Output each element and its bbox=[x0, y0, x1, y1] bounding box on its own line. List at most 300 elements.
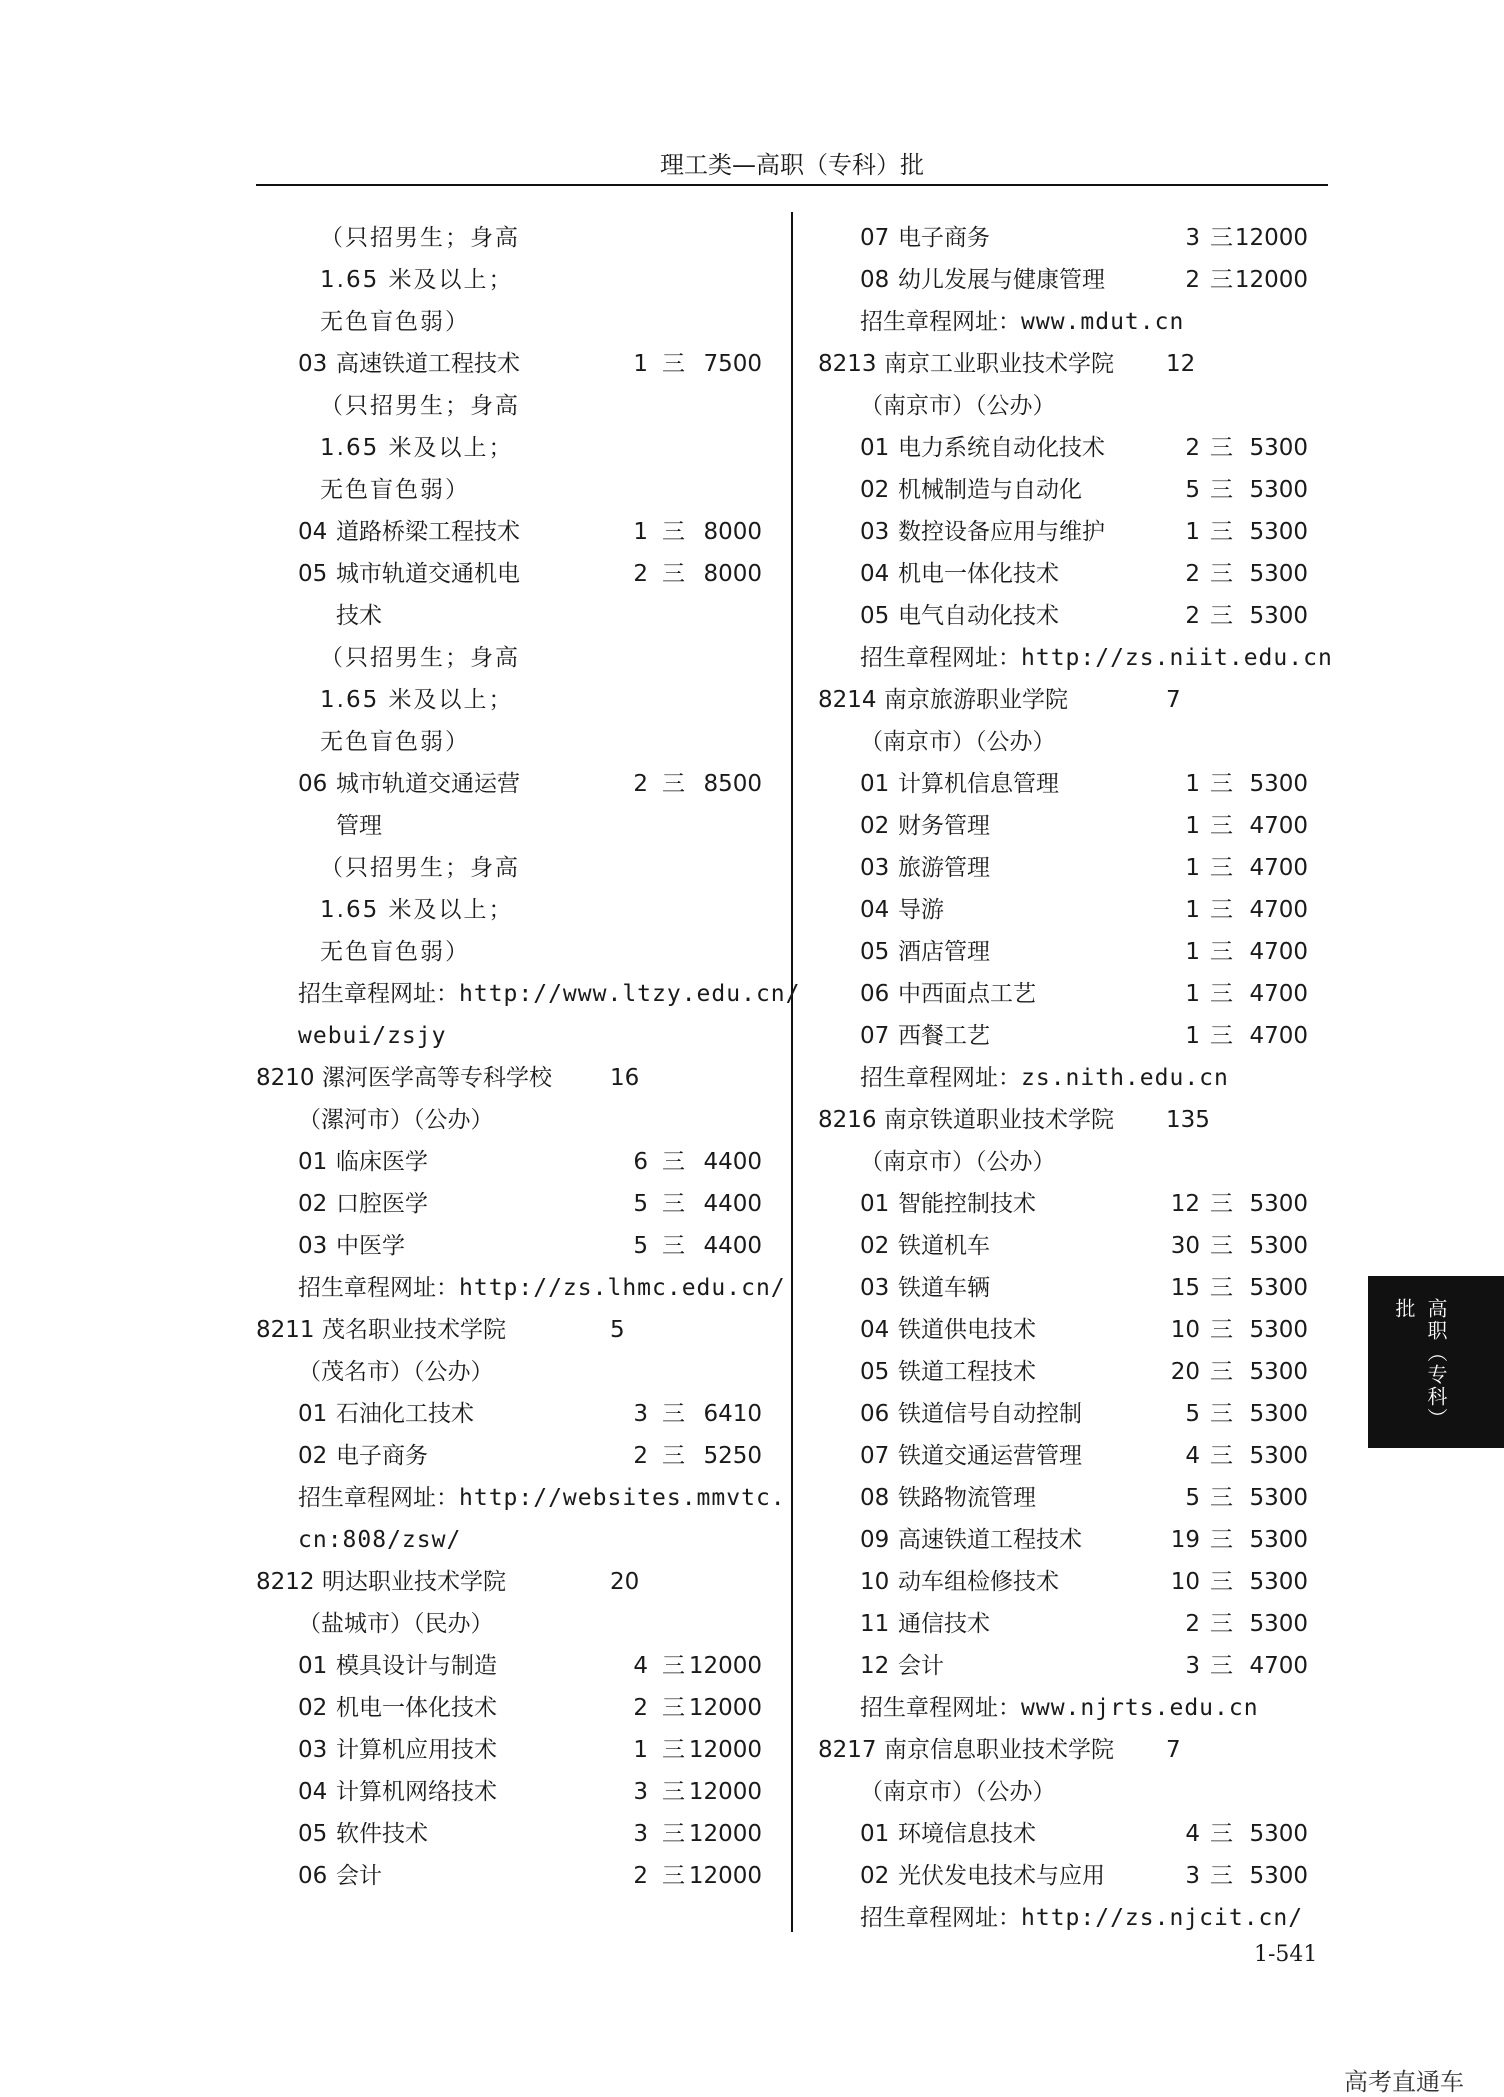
major-count: 1 bbox=[1185, 519, 1200, 545]
major-fee: 5300 bbox=[1249, 1485, 1308, 1511]
major-count: 1 bbox=[1185, 813, 1200, 839]
major-years: 三 bbox=[1210, 477, 1233, 503]
major-code: 01 bbox=[298, 1401, 328, 1427]
major-row bbox=[818, 511, 1314, 553]
major-fee: 5300 bbox=[1249, 1443, 1308, 1469]
admission-url bbox=[256, 973, 801, 1015]
major-years: 三 bbox=[1210, 1527, 1233, 1553]
major-name: 城市轨道交通机电 bbox=[336, 561, 520, 587]
major-fee: 7500 bbox=[703, 351, 762, 377]
institution-quota: 16 bbox=[610, 1065, 640, 1091]
major-count: 5 bbox=[1185, 477, 1200, 503]
major-row bbox=[818, 259, 1314, 301]
major-code: 03 bbox=[860, 1275, 890, 1301]
major-row bbox=[256, 1687, 764, 1729]
admission-note: 无色盲色弱） bbox=[320, 939, 470, 965]
institution-quota: 12 bbox=[1166, 351, 1196, 377]
admission-url bbox=[818, 301, 1314, 343]
major-row bbox=[818, 1435, 1314, 1477]
major-row bbox=[256, 1813, 764, 1855]
major-code: 04 bbox=[860, 1317, 890, 1343]
major-code: 06 bbox=[860, 1401, 890, 1427]
major-row bbox=[818, 805, 1314, 847]
major-count: 4 bbox=[1185, 1443, 1200, 1469]
major-fee: 12000 bbox=[688, 1863, 762, 1889]
major-count: 2 bbox=[633, 561, 648, 587]
admission-note: 1.65 米及以上； bbox=[320, 897, 514, 923]
major-count: 5 bbox=[633, 1233, 648, 1259]
major-years: 三 bbox=[662, 519, 685, 545]
major-count: 3 bbox=[1185, 1863, 1200, 1889]
institution-name: 南京信息职业技术学院 bbox=[884, 1737, 1114, 1763]
major-years: 三 bbox=[662, 771, 685, 797]
major-years: 三 bbox=[662, 1191, 685, 1217]
major-row bbox=[818, 553, 1314, 595]
major-fee: 5300 bbox=[1249, 1611, 1308, 1637]
major-count: 5 bbox=[1185, 1485, 1200, 1511]
institution-name: 南京铁道职业技术学院 bbox=[884, 1107, 1114, 1133]
major-row bbox=[256, 1393, 764, 1435]
institution-row bbox=[818, 343, 1314, 385]
major-code: 01 bbox=[860, 771, 890, 797]
institution-location: （南京市）（公办） bbox=[860, 393, 1056, 419]
major-count: 30 bbox=[1170, 1233, 1200, 1259]
major-row bbox=[818, 1645, 1314, 1687]
major-count: 1 bbox=[1185, 855, 1200, 881]
major-count: 3 bbox=[633, 1779, 648, 1805]
major-count: 15 bbox=[1170, 1275, 1200, 1301]
major-years: 三 bbox=[662, 1821, 685, 1847]
major-years: 三 bbox=[1210, 1569, 1233, 1595]
major-code: 04 bbox=[298, 519, 328, 545]
major-fee: 5300 bbox=[1249, 1569, 1308, 1595]
major-row bbox=[256, 343, 764, 385]
major-code: 07 bbox=[860, 1023, 890, 1049]
major-count: 1 bbox=[1185, 939, 1200, 965]
major-years: 三 bbox=[1210, 1023, 1233, 1049]
major-name: 铁路物流管理 bbox=[898, 1485, 1036, 1511]
major-name: 旅游管理 bbox=[898, 855, 990, 881]
major-row bbox=[818, 1225, 1314, 1267]
major-years: 三 bbox=[1210, 855, 1233, 881]
major-name: 导游 bbox=[898, 897, 944, 923]
major-fee: 12000 bbox=[1234, 267, 1308, 293]
major-years: 三 bbox=[1210, 1233, 1233, 1259]
major-fee: 5300 bbox=[1249, 771, 1308, 797]
major-code: 02 bbox=[298, 1191, 328, 1217]
major-name: 石油化工技术 bbox=[336, 1401, 474, 1427]
major-years: 三 bbox=[662, 1653, 685, 1679]
major-years: 三 bbox=[1210, 981, 1233, 1007]
major-code: 05 bbox=[860, 1359, 890, 1385]
url-label: 招生章程网址： bbox=[860, 1695, 1021, 1721]
major-count: 2 bbox=[1185, 267, 1200, 293]
major-name: 机电一体化技术 bbox=[898, 561, 1059, 587]
major-count: 4 bbox=[633, 1653, 648, 1679]
major-row bbox=[256, 1141, 764, 1183]
watermark-text: 高考直通车 bbox=[1344, 2068, 1464, 2096]
major-code: 09 bbox=[860, 1527, 890, 1553]
url-label: 招生章程网址： bbox=[298, 1275, 459, 1301]
major-code: 12 bbox=[860, 1653, 890, 1679]
institution-name: 漯河医学高等专科学校 bbox=[322, 1065, 552, 1091]
major-fee: 5300 bbox=[1249, 1191, 1308, 1217]
major-code: 02 bbox=[860, 813, 890, 839]
major-name: 电子商务 bbox=[898, 225, 990, 251]
major-name: 铁道机车 bbox=[898, 1233, 990, 1259]
major-years: 三 bbox=[1210, 1359, 1233, 1385]
column-divider bbox=[791, 212, 793, 1932]
major-code: 05 bbox=[298, 1821, 328, 1847]
major-code: 03 bbox=[298, 1737, 328, 1763]
admission-note: （只招男生；身高 bbox=[320, 645, 520, 671]
major-years: 三 bbox=[1210, 1443, 1233, 1469]
major-code: 04 bbox=[860, 561, 890, 587]
major-years: 三 bbox=[1210, 1611, 1233, 1637]
major-years: 三 bbox=[1210, 1401, 1233, 1427]
major-row bbox=[256, 1855, 764, 1897]
major-fee: 5300 bbox=[1249, 1275, 1308, 1301]
major-code: 05 bbox=[860, 939, 890, 965]
major-code: 01 bbox=[298, 1653, 328, 1679]
admission-note: 无色盲色弱） bbox=[320, 309, 470, 335]
admission-note: （只招男生；身高 bbox=[320, 855, 520, 881]
major-name: 中医学 bbox=[336, 1233, 405, 1259]
major-fee: 12000 bbox=[688, 1737, 762, 1763]
major-code: 02 bbox=[298, 1695, 328, 1721]
admission-url bbox=[818, 1687, 1314, 1729]
url-label: 招生章程网址： bbox=[860, 645, 1021, 671]
admission-url-continued bbox=[256, 1519, 764, 1561]
major-count: 3 bbox=[633, 1401, 648, 1427]
url-value: http://zs.lhmc.edu.cn/ bbox=[459, 1275, 786, 1301]
major-count: 1 bbox=[1185, 897, 1200, 923]
major-name: 会计 bbox=[336, 1863, 382, 1889]
major-code: 02 bbox=[860, 477, 890, 503]
major-count: 6 bbox=[633, 1149, 648, 1175]
page-header-title: 理工类—高职（专科）批 bbox=[660, 151, 924, 179]
major-years: 三 bbox=[1210, 771, 1233, 797]
major-row bbox=[256, 1435, 764, 1477]
major-fee: 5250 bbox=[703, 1443, 762, 1469]
institution-row bbox=[818, 679, 1314, 721]
institution-code: 8216 bbox=[818, 1107, 877, 1133]
major-row bbox=[818, 889, 1314, 931]
major-count: 2 bbox=[633, 1863, 648, 1889]
institution-code: 8213 bbox=[818, 351, 877, 377]
url-label: 招生章程网址： bbox=[298, 1485, 459, 1511]
url-label: 招生章程网址： bbox=[860, 1905, 1021, 1931]
major-name: 软件技术 bbox=[336, 1821, 428, 1847]
major-code: 07 bbox=[860, 225, 890, 251]
major-fee: 8000 bbox=[703, 561, 762, 587]
major-name: 铁道车辆 bbox=[898, 1275, 990, 1301]
institution-name: 南京旅游职业学院 bbox=[884, 687, 1068, 713]
url-value: http://zs.niit.edu.cn bbox=[1021, 645, 1333, 671]
major-row bbox=[818, 1183, 1314, 1225]
major-count: 4 bbox=[1185, 1821, 1200, 1847]
major-years: 三 bbox=[1210, 561, 1233, 587]
major-name: 西餐工艺 bbox=[898, 1023, 990, 1049]
major-fee: 12000 bbox=[688, 1779, 762, 1805]
major-years: 三 bbox=[1210, 225, 1233, 251]
major-code: 02 bbox=[860, 1863, 890, 1889]
major-code: 03 bbox=[298, 1233, 328, 1259]
major-years: 三 bbox=[1210, 1317, 1233, 1343]
url-label: 招生章程网址： bbox=[298, 981, 459, 1007]
major-row bbox=[818, 1393, 1314, 1435]
major-count: 2 bbox=[1185, 603, 1200, 629]
major-fee: 5300 bbox=[1249, 1233, 1308, 1259]
institution-quota: 135 bbox=[1166, 1107, 1210, 1133]
admission-note: 1.65 米及以上； bbox=[320, 267, 514, 293]
major-name: 计算机网络技术 bbox=[336, 1779, 497, 1805]
major-name: 光伏发电技术与应用 bbox=[898, 1863, 1105, 1889]
major-fee: 5300 bbox=[1249, 1863, 1308, 1889]
major-name: 高速铁道工程技术 bbox=[898, 1527, 1082, 1553]
major-fee: 5300 bbox=[1249, 519, 1308, 545]
major-years: 三 bbox=[1210, 1191, 1233, 1217]
institution-code: 8212 bbox=[256, 1569, 315, 1595]
major-code: 02 bbox=[298, 1443, 328, 1469]
major-count: 5 bbox=[633, 1191, 648, 1217]
institution-code: 8211 bbox=[256, 1317, 315, 1343]
major-years: 三 bbox=[662, 1149, 685, 1175]
admission-note: （只招男生；身高 bbox=[320, 393, 520, 419]
major-row bbox=[256, 763, 764, 805]
major-count: 10 bbox=[1170, 1317, 1200, 1343]
major-fee: 12000 bbox=[688, 1695, 762, 1721]
major-count: 3 bbox=[1185, 225, 1200, 251]
major-row bbox=[818, 595, 1314, 637]
admission-note: 无色盲色弱） bbox=[320, 729, 470, 755]
major-code: 03 bbox=[298, 351, 328, 377]
major-code: 06 bbox=[298, 771, 328, 797]
major-name: 模具设计与制造 bbox=[336, 1653, 497, 1679]
major-name: 电气自动化技术 bbox=[898, 603, 1059, 629]
major-name: 智能控制技术 bbox=[898, 1191, 1036, 1217]
institution-location: （漯河市）（公办） bbox=[298, 1107, 494, 1133]
major-years: 三 bbox=[662, 1443, 685, 1469]
major-code: 10 bbox=[860, 1569, 890, 1595]
major-name: 城市轨道交通运营 bbox=[336, 771, 520, 797]
major-years: 三 bbox=[662, 1779, 685, 1805]
major-code: 01 bbox=[860, 1191, 890, 1217]
major-name: 机电一体化技术 bbox=[336, 1695, 497, 1721]
major-count: 1 bbox=[1185, 981, 1200, 1007]
major-count: 1 bbox=[633, 1737, 648, 1763]
url-value: zs.nith.edu.cn bbox=[1021, 1065, 1229, 1091]
major-count: 3 bbox=[633, 1821, 648, 1847]
major-row bbox=[818, 1477, 1314, 1519]
major-years: 三 bbox=[662, 1233, 685, 1259]
major-fee: 8000 bbox=[703, 519, 762, 545]
institution-quota: 7 bbox=[1166, 1737, 1181, 1763]
institution-location: （茂名市）（公办） bbox=[298, 1359, 494, 1385]
institution-quota: 5 bbox=[610, 1317, 625, 1343]
major-fee: 5300 bbox=[1249, 1359, 1308, 1385]
institution-code: 8217 bbox=[818, 1737, 877, 1763]
major-years: 三 bbox=[662, 1695, 685, 1721]
major-row bbox=[818, 931, 1314, 973]
major-name-continued: 技术 bbox=[336, 603, 382, 629]
url-value: www.njrts.edu.cn bbox=[1021, 1695, 1259, 1721]
major-row bbox=[818, 1603, 1314, 1645]
admission-url bbox=[256, 1267, 786, 1309]
major-code: 04 bbox=[298, 1779, 328, 1805]
side-tab-label: 高职（专科）批 bbox=[1392, 1298, 1448, 1430]
major-code: 07 bbox=[860, 1443, 890, 1469]
admission-url bbox=[818, 637, 1333, 679]
major-name: 临床医学 bbox=[336, 1149, 428, 1175]
major-fee: 4700 bbox=[1249, 897, 1308, 923]
admission-note: 1.65 米及以上； bbox=[320, 687, 514, 713]
major-count: 1 bbox=[633, 519, 648, 545]
major-fee: 5300 bbox=[1249, 1317, 1308, 1343]
major-count: 19 bbox=[1170, 1527, 1200, 1553]
major-row bbox=[818, 973, 1314, 1015]
major-row bbox=[256, 1183, 764, 1225]
major-name: 数控设备应用与维护 bbox=[898, 519, 1105, 545]
institution-row bbox=[256, 1309, 764, 1351]
major-years: 三 bbox=[1210, 603, 1233, 629]
major-fee: 12000 bbox=[1234, 225, 1308, 251]
major-name: 中西面点工艺 bbox=[898, 981, 1036, 1007]
major-years: 三 bbox=[662, 561, 685, 587]
institution-row bbox=[256, 1057, 764, 1099]
major-years: 三 bbox=[1210, 939, 1233, 965]
url-value: http://www.ltzy.edu.cn/ bbox=[459, 981, 801, 1007]
major-fee: 4400 bbox=[703, 1233, 762, 1259]
admission-note: 1.65 米及以上； bbox=[320, 435, 514, 461]
major-row bbox=[256, 1225, 764, 1267]
major-name: 电子商务 bbox=[336, 1443, 428, 1469]
institution-row bbox=[256, 1561, 764, 1603]
major-count: 2 bbox=[1185, 435, 1200, 461]
major-fee: 12000 bbox=[688, 1653, 762, 1679]
major-code: 01 bbox=[860, 1821, 890, 1847]
major-fee: 4700 bbox=[1249, 1023, 1308, 1049]
major-name: 高速铁道工程技术 bbox=[336, 351, 520, 377]
major-row bbox=[256, 553, 764, 595]
right-column bbox=[818, 217, 1333, 1939]
major-code: 08 bbox=[860, 1485, 890, 1511]
major-name: 计算机应用技术 bbox=[336, 1737, 497, 1763]
major-fee: 12000 bbox=[688, 1821, 762, 1847]
major-years: 三 bbox=[1210, 267, 1233, 293]
major-name: 铁道工程技术 bbox=[898, 1359, 1036, 1385]
left-column bbox=[256, 217, 801, 1897]
major-count: 2 bbox=[633, 1695, 648, 1721]
url-value: http://websites.mmvtc. bbox=[459, 1485, 786, 1511]
major-count: 2 bbox=[1185, 561, 1200, 587]
institution-row bbox=[818, 1099, 1314, 1141]
major-row bbox=[818, 1855, 1314, 1897]
major-code: 01 bbox=[860, 435, 890, 461]
major-row bbox=[818, 847, 1314, 889]
major-code: 03 bbox=[860, 519, 890, 545]
major-row bbox=[818, 217, 1314, 259]
major-row bbox=[818, 1351, 1314, 1393]
major-count: 5 bbox=[1185, 1401, 1200, 1427]
institution-location: （盐城市）（民办） bbox=[298, 1611, 494, 1637]
major-row bbox=[818, 1267, 1314, 1309]
major-name: 铁道信号自动控制 bbox=[898, 1401, 1082, 1427]
institution-name: 茂名职业技术学院 bbox=[322, 1317, 506, 1343]
major-row bbox=[256, 1729, 764, 1771]
institution-row bbox=[818, 1729, 1314, 1771]
major-row bbox=[818, 1813, 1314, 1855]
major-years: 三 bbox=[1210, 1653, 1233, 1679]
major-row bbox=[818, 1561, 1314, 1603]
major-row bbox=[256, 1645, 764, 1687]
major-years: 三 bbox=[662, 1737, 685, 1763]
major-fee: 6410 bbox=[703, 1401, 762, 1427]
major-row bbox=[818, 1015, 1314, 1057]
institution-code: 8214 bbox=[818, 687, 877, 713]
major-row bbox=[256, 1771, 764, 1813]
major-row bbox=[818, 469, 1314, 511]
major-years: 三 bbox=[1210, 1485, 1233, 1511]
major-name-continued: 管理 bbox=[336, 813, 382, 839]
major-fee: 5300 bbox=[1249, 561, 1308, 587]
major-fee: 5300 bbox=[1249, 1527, 1308, 1553]
major-fee: 5300 bbox=[1249, 603, 1308, 629]
major-count: 1 bbox=[1185, 771, 1200, 797]
major-row bbox=[818, 763, 1314, 805]
url-label: 招生章程网址： bbox=[860, 309, 1021, 335]
major-fee: 4400 bbox=[703, 1149, 762, 1175]
url-value: cn:808/zsw/ bbox=[298, 1527, 462, 1553]
major-name: 道路桥梁工程技术 bbox=[336, 519, 520, 545]
major-row bbox=[256, 511, 764, 553]
institution-name: 南京工业职业技术学院 bbox=[884, 351, 1114, 377]
major-count: 2 bbox=[633, 771, 648, 797]
major-years: 三 bbox=[1210, 435, 1233, 461]
major-fee: 4400 bbox=[703, 1191, 762, 1217]
major-fee: 4700 bbox=[1249, 981, 1308, 1007]
major-fee: 8500 bbox=[703, 771, 762, 797]
major-name: 酒店管理 bbox=[898, 939, 990, 965]
admission-note: （只招男生；身高 bbox=[320, 225, 520, 251]
major-name: 铁道交通运营管理 bbox=[898, 1443, 1082, 1469]
major-count: 1 bbox=[1185, 1023, 1200, 1049]
major-code: 11 bbox=[860, 1611, 890, 1637]
major-code: 06 bbox=[860, 981, 890, 1007]
major-years: 三 bbox=[662, 1401, 685, 1427]
institution-location: （南京市）（公办） bbox=[860, 1149, 1056, 1175]
major-years: 三 bbox=[662, 1863, 685, 1889]
major-name: 环境信息技术 bbox=[898, 1821, 1036, 1847]
major-name: 机械制造与自动化 bbox=[898, 477, 1082, 503]
side-section-tab bbox=[1368, 1276, 1504, 1448]
major-years: 三 bbox=[1210, 813, 1233, 839]
url-value: www.mdut.cn bbox=[1021, 309, 1185, 335]
page-number: 1-541 bbox=[1254, 1942, 1318, 1967]
major-years: 三 bbox=[1210, 519, 1233, 545]
major-years: 三 bbox=[1210, 1275, 1233, 1301]
header-rule bbox=[256, 184, 1328, 186]
institution-location: （南京市）（公办） bbox=[860, 1779, 1056, 1805]
url-value: webui/zsjy bbox=[298, 1023, 447, 1049]
major-fee: 5300 bbox=[1249, 1821, 1308, 1847]
major-name: 会计 bbox=[898, 1653, 944, 1679]
admission-url-continued bbox=[256, 1015, 764, 1057]
major-code: 02 bbox=[860, 1233, 890, 1259]
major-count: 10 bbox=[1170, 1569, 1200, 1595]
admission-note: 无色盲色弱） bbox=[320, 477, 470, 503]
major-code: 01 bbox=[298, 1149, 328, 1175]
